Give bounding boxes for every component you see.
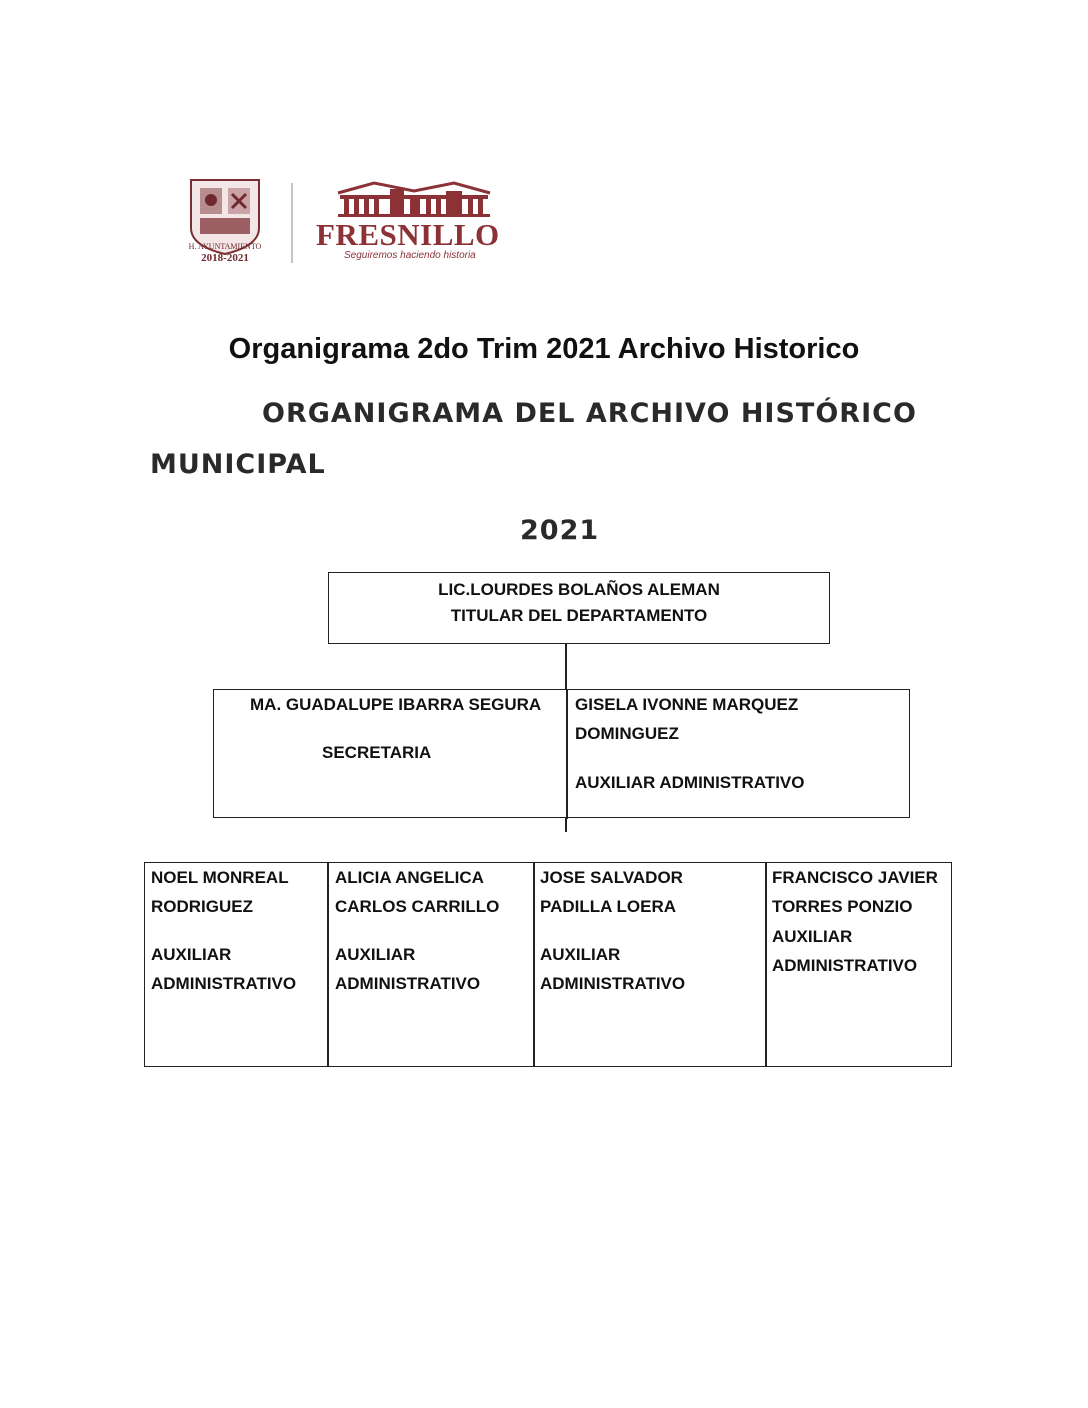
level3-4-name-line1: FRANCISCO JAVIER (772, 868, 938, 887)
heading-line-2: MUNICIPAL (150, 449, 326, 480)
connector-line (565, 644, 567, 690)
level3-3-name-line2: PADILLA LOERA (540, 897, 676, 916)
heading-line-1: ORGANIGRAMA DEL ARCHIVO HISTÓRICO (262, 398, 917, 429)
municipal-seal-logo (186, 176, 264, 268)
level3-2-name-line2: CARLOS CARRILLO (335, 897, 500, 916)
level2-1-role: SECRETARIA (322, 743, 432, 762)
org-node-head (328, 572, 830, 644)
logo-divider (291, 183, 293, 263)
level3-4-name-line2: TORRES PONZIO (772, 897, 913, 916)
brand-name: FRESNILLO (316, 217, 500, 252)
level2-2-name-line2: DOMINGUEZ (575, 724, 679, 743)
level3-1-role-line2: ADMINISTRATIVO (151, 974, 297, 993)
level3-1-name-line2: RODRIGUEZ (151, 897, 253, 916)
connector-line (565, 818, 567, 832)
fresnillo-logo (314, 181, 502, 263)
level3-divider (533, 862, 535, 1067)
level3-3-role-line2: ADMINISTRATIVO (540, 974, 686, 993)
level3-divider (327, 862, 329, 1067)
head-name: LIC.LOURDES BOLAÑOS ALEMAN (438, 580, 720, 599)
level2-2-name-line1: GISELA IVONNE MARQUEZ (575, 695, 799, 714)
level3-3-name-line1: JOSE SALVADOR (540, 868, 683, 887)
level3-1-name-line1: NOEL MONREAL (151, 868, 289, 887)
level3-1-role-line1: AUXILIAR (151, 945, 232, 964)
level2-2-role: AUXILIAR ADMINISTRATIVO (575, 773, 805, 792)
level3-3-role-line1: AUXILIAR (540, 945, 621, 964)
level3-4-role-line1: AUXILIAR (772, 927, 853, 946)
level3-2-role-line1: AUXILIAR (335, 945, 416, 964)
document-title: Organigrama 2do Trim 2021 Archivo Historico (228, 333, 860, 365)
brand-slogan: Seguiremos haciendo historia (344, 250, 476, 261)
level3-2-role-line2: ADMINISTRATIVO (335, 974, 481, 993)
level2-divider (566, 689, 568, 819)
level2-1-name: MA. GUADALUPE IBARRA SEGURA (250, 695, 542, 714)
head-role: TITULAR DEL DEPARTAMENTO (450, 606, 708, 625)
level3-divider (765, 862, 767, 1067)
level3-4-role-line2: ADMINISTRATIVO (772, 956, 918, 975)
heading-year: 2021 (520, 515, 600, 546)
seal-caption-top: H. AYUNTAMIENTO (188, 242, 262, 251)
seal-caption-years: 2018-2021 (201, 252, 249, 264)
level3-2-name-line1: ALICIA ANGELICA (335, 868, 484, 887)
